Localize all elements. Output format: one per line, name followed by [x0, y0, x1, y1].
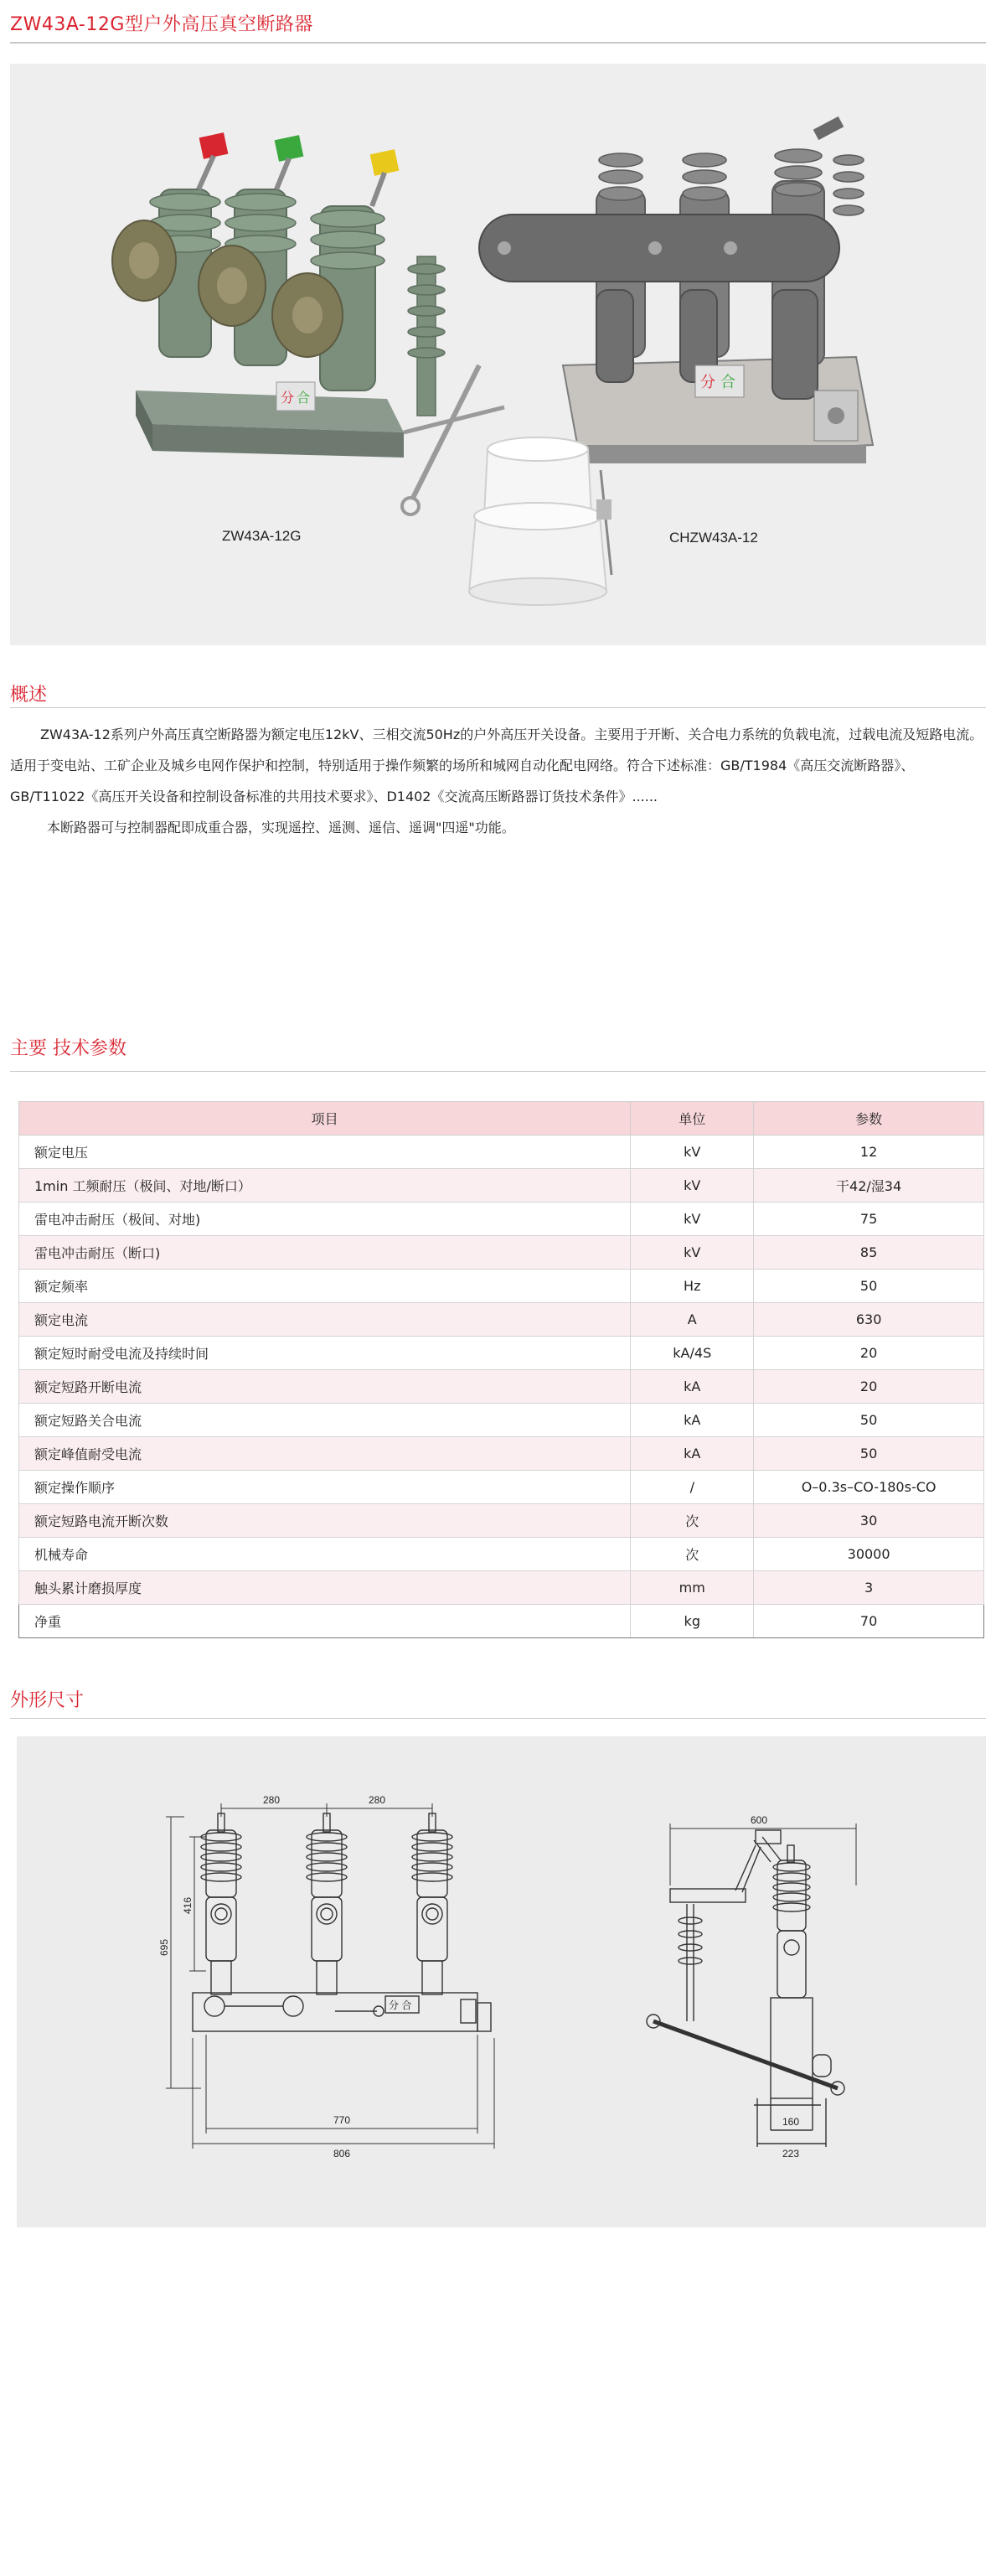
right-photo-caption: CHZW43A-12	[669, 530, 758, 546]
dimension-drawing-panel	[17, 1736, 986, 2227]
col-header-value: 参数	[754, 1102, 984, 1135]
spec-unit: A	[631, 1303, 754, 1337]
spec-value: 70	[754, 1605, 984, 1638]
spec-item: 额定短路关合电流	[19, 1404, 631, 1437]
spec-item: 雷电冲击耐压（极间、对地)	[19, 1203, 631, 1236]
front-dim-overall-length: 806	[333, 2148, 351, 2160]
spec-item: 雷电冲击耐压（断口)	[19, 1236, 631, 1270]
front-dim-base-length: 770	[333, 2114, 351, 2126]
table-row	[19, 1169, 984, 1203]
spec-value: 20	[754, 1337, 984, 1370]
spec-unit: 次	[631, 1538, 754, 1571]
open-label-left: 分	[281, 390, 295, 406]
product-photo-panel	[10, 64, 986, 645]
spec-item: 额定电流	[19, 1303, 631, 1337]
table-row	[19, 1303, 984, 1337]
front-dim-spacing-2: 280	[369, 1794, 386, 1806]
spec-unit: Hz	[631, 1270, 754, 1303]
spec-unit: kV	[631, 1203, 754, 1236]
spec-unit: kV	[631, 1236, 754, 1270]
front-base-box	[193, 1993, 477, 2031]
table-row	[19, 1605, 984, 1638]
product-photos	[10, 64, 986, 645]
spec-value: 3	[754, 1571, 984, 1605]
front-dim-pole-height: 416	[182, 1896, 194, 1914]
table-row	[19, 1203, 984, 1236]
specs-heading: 主要 技术参数	[10, 1038, 126, 1059]
table-row	[19, 1437, 984, 1471]
overview-divider	[10, 707, 986, 708]
open-label-right: 分	[700, 374, 715, 391]
specs-divider	[10, 1071, 986, 1072]
front-dim-total-height: 695	[158, 1938, 170, 1956]
spec-value: 85	[754, 1236, 984, 1270]
table-row	[19, 1571, 984, 1605]
front-panel-label: 分 合	[389, 1999, 412, 2011]
front-dim-spacing-1: 280	[263, 1794, 281, 1806]
col-header-unit: 单位	[631, 1102, 754, 1135]
spec-value: 20	[754, 1370, 984, 1404]
spec-unit: mm	[631, 1571, 754, 1605]
spec-value: 12	[754, 1135, 984, 1169]
spec-item: 额定频率	[19, 1270, 631, 1303]
close-label-left: 合	[297, 390, 311, 406]
overview-paragraph-1: ZW43A-12系列户外高压真空断路器为额定电压12kV、三相交流50Hz的户外高压开关设备。主要用于开断、关合电力系统的负载电流，过载电流及短路电流。适用于变电站、工矿企业及城乡电网作保护和控制，特别适用于操作频繁的场所和城网自动化配电网络。符合下述标准：GB/T1984《高压交流断路器》、GB/T11022《高压开关设备和控制设备标准的共用技术要求》、D1402《交流高压断路器订货技术条件》......	[10, 727, 983, 804]
spec-value: 50	[754, 1437, 984, 1471]
specs-header-row	[19, 1102, 984, 1135]
front-pole-2	[307, 1813, 347, 1994]
spec-unit: kV	[631, 1169, 754, 1203]
spec-item: 1min 工频耐压（极间、对地/断口）	[19, 1169, 631, 1203]
dimension-drawings	[17, 1736, 986, 2227]
overview-paragraph-2: 本断路器可与控制器配即成重合器，实现遥控、遥测、遥信、遥调"四遥"功能。	[47, 820, 515, 835]
spec-unit: kA	[631, 1370, 754, 1404]
spec-item: 净重	[19, 1605, 631, 1638]
dimensions-divider	[10, 1718, 986, 1719]
table-row	[19, 1270, 984, 1303]
page-title: ZW43A-12G型户外高压真空断路器	[10, 14, 313, 35]
table-row	[19, 1471, 984, 1504]
close-label-right: 合	[720, 374, 735, 391]
col-header-item: 项目	[19, 1102, 631, 1135]
spec-item: 触头累计磨损厚度	[19, 1571, 631, 1605]
spec-unit: kA/4S	[631, 1337, 754, 1370]
spec-value: 50	[754, 1404, 984, 1437]
overview-heading: 概述	[10, 685, 48, 706]
front-pole-1	[201, 1813, 241, 1994]
side-dim-base-inner: 160	[782, 2116, 800, 2128]
overview-body	[10, 719, 986, 843]
table-row	[19, 1538, 984, 1571]
dimensions-heading: 外形尺寸	[10, 1690, 85, 1711]
spec-unit: kA	[631, 1404, 754, 1437]
table-row	[19, 1404, 984, 1437]
spec-unit: kg	[631, 1605, 754, 1638]
left-photo-caption: ZW43A-12G	[222, 528, 302, 544]
table-row	[19, 1370, 984, 1404]
spec-unit: /	[631, 1471, 754, 1504]
spec-item: 额定短路电流开断次数	[19, 1504, 631, 1538]
spec-value: O–0.3s–CO-180s-CO	[754, 1471, 984, 1504]
table-row	[19, 1135, 984, 1169]
spec-value: 30000	[754, 1538, 984, 1571]
chzw43a-12-photo	[479, 116, 873, 463]
zw43a-12g-photo	[112, 132, 504, 515]
side-dim-top-width: 600	[751, 1814, 768, 1826]
spec-unit: 次	[631, 1504, 754, 1538]
side-view-drawing	[647, 1823, 856, 2147]
side-dim-base-outer: 223	[782, 2148, 800, 2160]
spec-value: 干42/湿34	[754, 1169, 984, 1203]
spec-value: 75	[754, 1203, 984, 1236]
table-row	[19, 1504, 984, 1538]
front-view-drawing	[166, 1803, 494, 2149]
table-row	[19, 1337, 984, 1370]
spec-value: 50	[754, 1270, 984, 1303]
title-divider	[10, 42, 986, 44]
spec-item: 额定电压	[19, 1135, 631, 1169]
spec-item: 额定峰值耐受电流	[19, 1437, 631, 1471]
spec-item: 额定操作顺序	[19, 1471, 631, 1504]
spec-unit: kA	[631, 1437, 754, 1471]
spec-item: 额定短路开断电流	[19, 1370, 631, 1404]
spec-value: 30	[754, 1504, 984, 1538]
front-pole-3	[412, 1813, 452, 1994]
spec-unit: kV	[631, 1135, 754, 1169]
table-row	[19, 1236, 984, 1270]
spec-item: 机械寿命	[19, 1538, 631, 1571]
specs-table	[18, 1101, 984, 1638]
spec-item: 额定短时耐受电流及持续时间	[19, 1337, 631, 1370]
spec-value: 630	[754, 1303, 984, 1337]
